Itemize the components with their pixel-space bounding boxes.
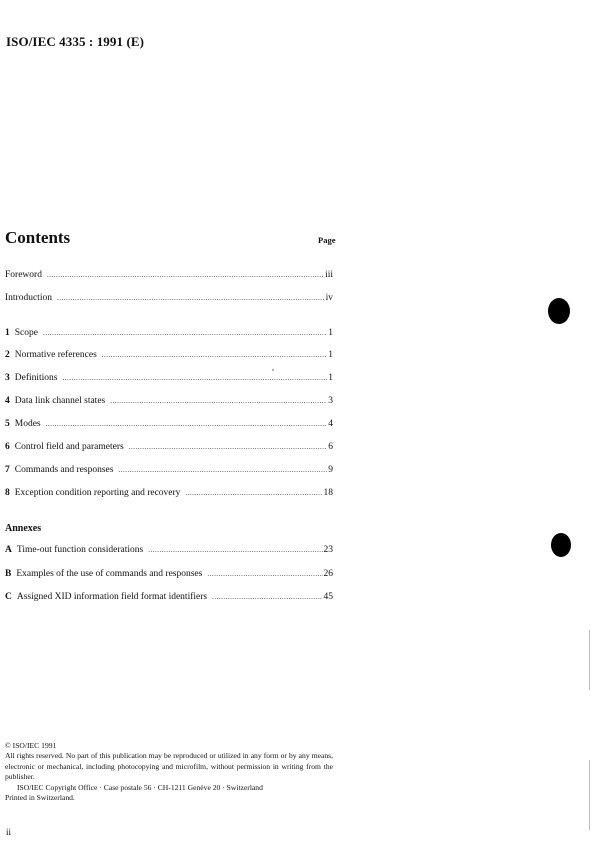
dot-leader — [43, 329, 327, 337]
copyright-line: © ISO/IEC 1991 — [5, 741, 57, 750]
dot-leader — [185, 489, 322, 497]
dot-leader — [102, 351, 327, 359]
copyright-notice — [5, 741, 333, 803]
toc-entry-page: 23 — [323, 545, 333, 555]
toc-entry-label: Control field and parameters — [14, 442, 124, 452]
toc-entry-clause-6[interactable] — [5, 442, 333, 452]
toc-entry-page: 9 — [328, 465, 333, 475]
toc-entry-page: 18 — [323, 488, 333, 498]
dot-leader — [129, 443, 328, 451]
punch-hole-mark — [548, 298, 570, 324]
toc-entry-clause-5[interactable] — [5, 419, 333, 429]
toc-entry-page: iii — [325, 270, 333, 280]
toc-entry-label: Definitions — [14, 373, 58, 383]
toc-entry-page: 1 — [328, 373, 333, 383]
annexes-heading: Annexes — [5, 523, 42, 534]
toc-entry-label: Assigned XID information field format identifiers — [16, 592, 208, 602]
scan-speck — [272, 369, 274, 371]
toc-entry-label: Commands and responses — [14, 465, 114, 475]
toc-entry-page: 26 — [323, 569, 333, 579]
toc-entry-label: Introduction — [5, 293, 52, 303]
toc-entry-label: Examples of the use of commands and responses — [16, 569, 203, 579]
toc-entry-page: 45 — [323, 592, 333, 602]
toc-entry-number: 1 — [5, 328, 10, 338]
toc-entry-page: 3 — [328, 396, 333, 406]
dot-leader — [118, 466, 327, 474]
toc-entry-number: 5 — [5, 419, 10, 429]
dot-leader — [63, 374, 328, 382]
toc-entry-label: Scope — [14, 328, 38, 338]
toc-entry-introduction[interactable] — [5, 293, 333, 303]
toc-entry-label: Modes — [14, 419, 41, 429]
document-header: ISO/IEC 4335 : 1991 (E) — [6, 34, 145, 49]
dot-leader — [148, 546, 322, 554]
scan-edge-mark — [589, 630, 590, 690]
toc-entry-page: 6 — [328, 442, 333, 452]
toc-entry-annex-c[interactable] — [5, 592, 333, 602]
toc-entry-page: iv — [325, 293, 333, 303]
printed-in: Printed in Switzerland. — [5, 793, 75, 803]
toc-entry-clause-3[interactable] — [5, 373, 333, 383]
toc-entry-number: 8 — [5, 488, 10, 498]
copyright-office-address: ISO/IEC Copyright Office · Case postale 56 · CH-1211 Genève 20 · Switzerland — [17, 782, 263, 792]
punch-hole-mark — [551, 533, 571, 557]
toc-entry-number: 2 — [5, 350, 10, 360]
dot-leader — [47, 271, 324, 279]
toc-entry-clause-7[interactable] — [5, 465, 333, 475]
toc-entry-number: A — [5, 545, 12, 555]
toc-entry-clause-1[interactable] — [5, 328, 333, 338]
toc-entry-number: 7 — [5, 465, 10, 475]
dot-leader — [57, 294, 325, 302]
toc-entry-clause-4[interactable] — [5, 396, 333, 406]
dot-leader — [207, 570, 322, 578]
contents-title: Contents — [5, 228, 71, 247]
page-column-label: Page — [318, 235, 336, 245]
page-number: ii — [6, 827, 12, 837]
toc-entry-clause-2[interactable] — [5, 350, 333, 360]
toc-entry-page: 4 — [328, 419, 333, 429]
toc-entry-label: Normative references — [14, 350, 97, 360]
toc-entry-page: 1 — [328, 328, 333, 338]
toc-entry-label: Exception condition reporting and recovery — [14, 488, 181, 498]
toc-entry-number: 4 — [5, 396, 10, 406]
dot-leader — [110, 397, 327, 405]
scan-edge-mark — [589, 760, 590, 830]
toc-entry-number: B — [5, 569, 12, 579]
rights-statement: All rights reserved. No part of this publication may be reproduced or utilized in any form or by any means, electronic or mechanical, including photocopying and microfilm, without permission in writing from the publisher. — [5, 751, 333, 782]
toc-entry-annex-b[interactable] — [5, 569, 333, 579]
toc-entry-label: Data link channel states — [14, 396, 106, 406]
toc-entry-label: Foreword — [5, 270, 42, 280]
dot-leader — [46, 420, 328, 428]
toc-entry-number: 6 — [5, 442, 10, 452]
toc-entry-clause-8[interactable] — [5, 488, 333, 498]
toc-entry-label: Time-out function considerations — [16, 545, 144, 555]
toc-entry-foreword[interactable] — [5, 270, 333, 280]
toc-entry-number: C — [5, 592, 12, 602]
toc-entry-page: 1 — [328, 350, 333, 360]
toc-entry-annex-a[interactable] — [5, 545, 333, 555]
dot-leader — [212, 593, 322, 601]
toc-entry-number: 3 — [5, 373, 10, 383]
